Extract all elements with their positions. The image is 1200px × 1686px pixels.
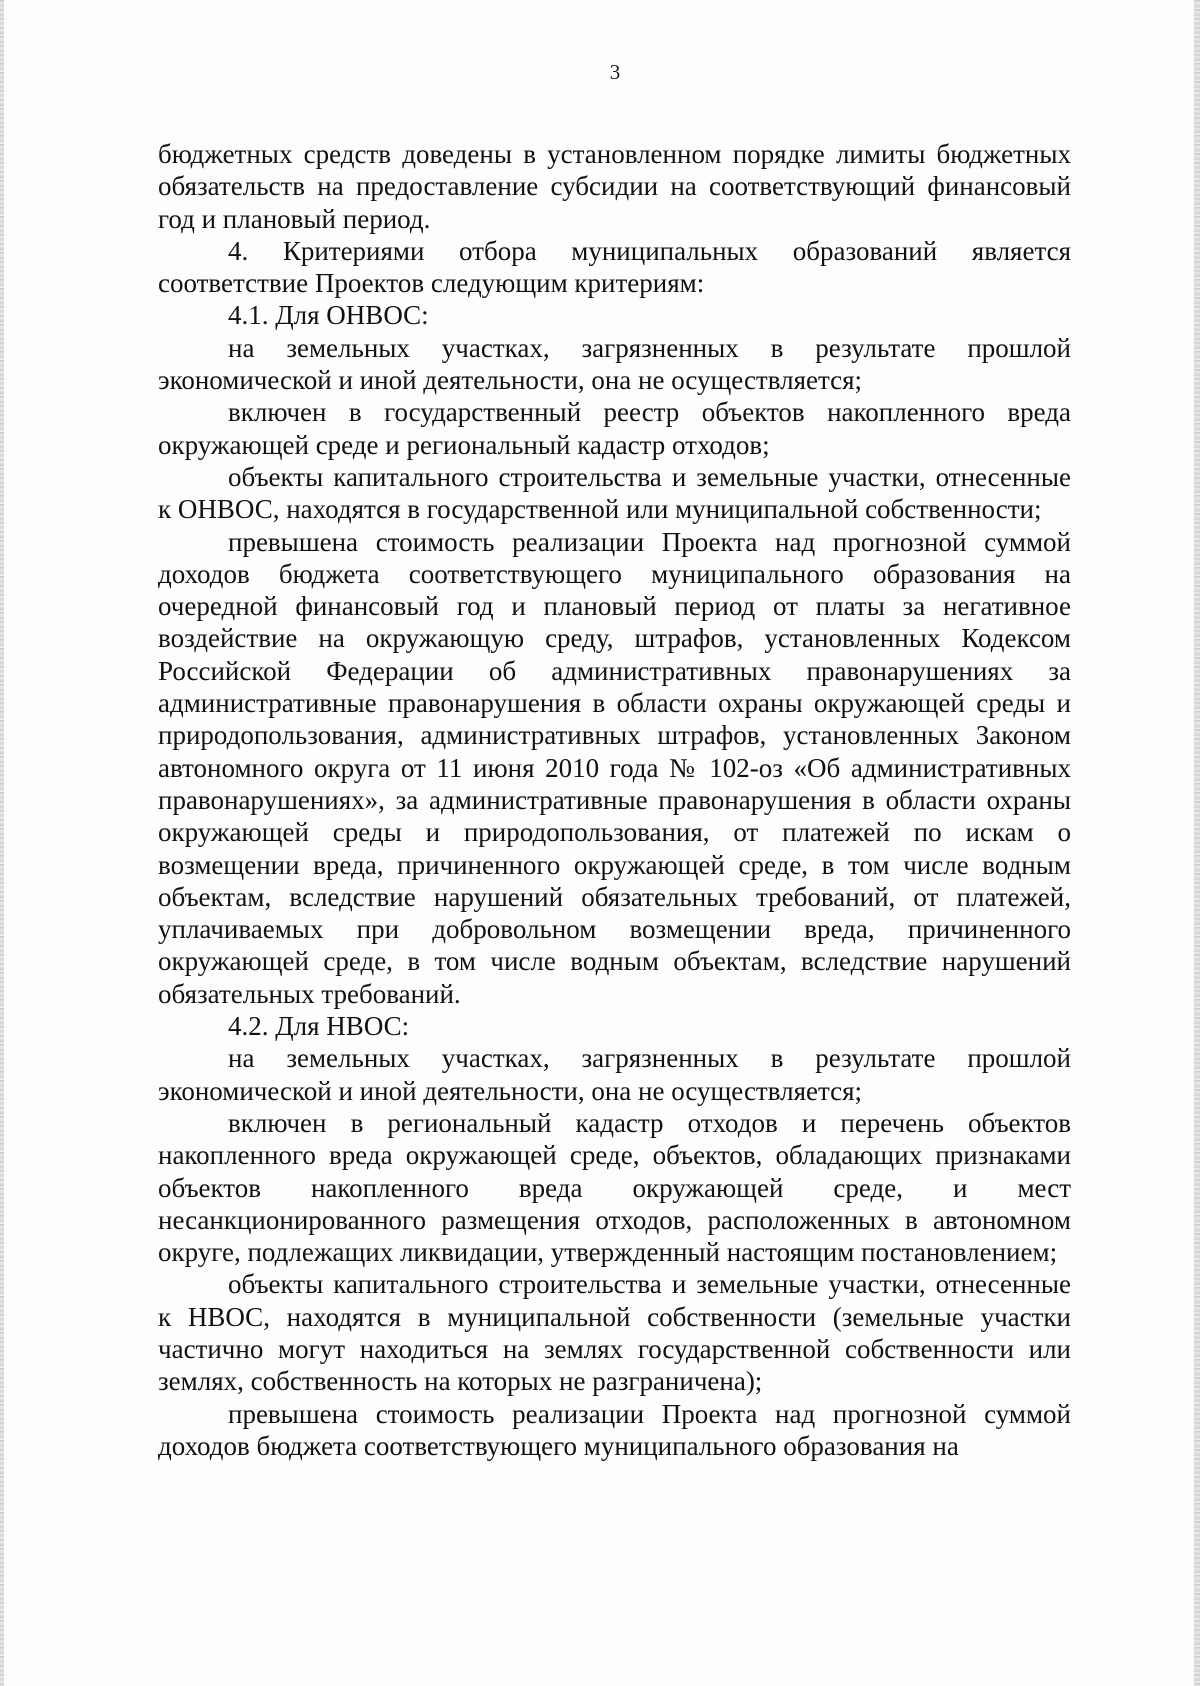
paragraph: превышена стоимость реализации Проекта над прогнозной суммой доходов бюджета соответствующего муниципального образования на — [158, 1398, 1071, 1461]
paragraph: объекты капитального строительства и земельные участки, отнесенные к ОНВОС, находятся в государственной или муниципальной собственности; — [158, 461, 1071, 525]
scan-edge-left — [0, 0, 4, 1686]
paragraph: объекты капитального строительства и земельные участки, отнесенные к НВОС, находятся в муниципальной собственности (земельные участки частично могут находиться на землях государственной собственности или землях, собственность на которых не разграничена); — [158, 1269, 1071, 1397]
paragraph-continuation: бюджетных средств доведены в установленном порядке лимиты бюджетных обязательств на предоставление субсидии на соответствующий финансовый год и плановый период. — [158, 139, 1071, 234]
document-body — [158, 138, 1071, 1462]
section-heading-nvos: 4.2. Для НВОС: — [228, 1011, 410, 1042]
paragraph: включен в государственный реестр объектов накопленного вреда окружающей среде и региональный кадастр отходов; — [158, 397, 1071, 460]
paragraph: на земельных участках, загрязненных в результате прошлой экономической и иной деятельности, она не осуществляется; — [158, 332, 1071, 396]
paragraph-criteria-intro: 4. Критериями отбора муниципальных образований является соответствие Проектов следующим критериям: — [158, 235, 1071, 299]
paragraph: на земельных участках, загрязненных в результате прошлой экономической и иной деятельности, она не осуществляется; — [158, 1043, 1071, 1106]
paragraph: превышена стоимость реализации Проекта над прогнозной суммой доходов бюджета соответствующего муниципального образования на очередной финансовый год и плановый период от платы за негативное воздействие на окружающую среду, штрафов, установленных Кодексом Российской Федерации об административных правонарушениях за административные правонарушения в области охраны окружающей среды и природопользования, административных штрафов, установленных Законом автономного округа от 11 июня 2010 года № 102-оз «Об административных правонарушениях», за административные правонарушения в области охраны окружающей среды и природопользования, от платежей по искам о возмещении вреда, причиненного окружающей среде, в том числе водным объектам, вследствие нарушений обязательных требований, от платежей, уплачиваемых при добровольном возмещении вреда, причиненного окружающей среде, в том числе водным объектам, вследствие нарушений обязательных требований. — [158, 526, 1071, 1009]
page-number: 3 — [609, 60, 621, 84]
scan-edge-right — [1194, 0, 1200, 1686]
paragraph: включен в региональный кадастр отходов и перечень объектов накопленного вреда окружающей среде, объектов, обладающих признаками объектов накопленного вреда окружающей среде, и мест несанкционированного размещения отходов, расположенных в автономном округе, подлежащих ликвидации, утвержденный настоящим постановлением; — [158, 1107, 1071, 1268]
section-heading-onvos: 4.1. Для ОНВОС: — [228, 300, 429, 331]
